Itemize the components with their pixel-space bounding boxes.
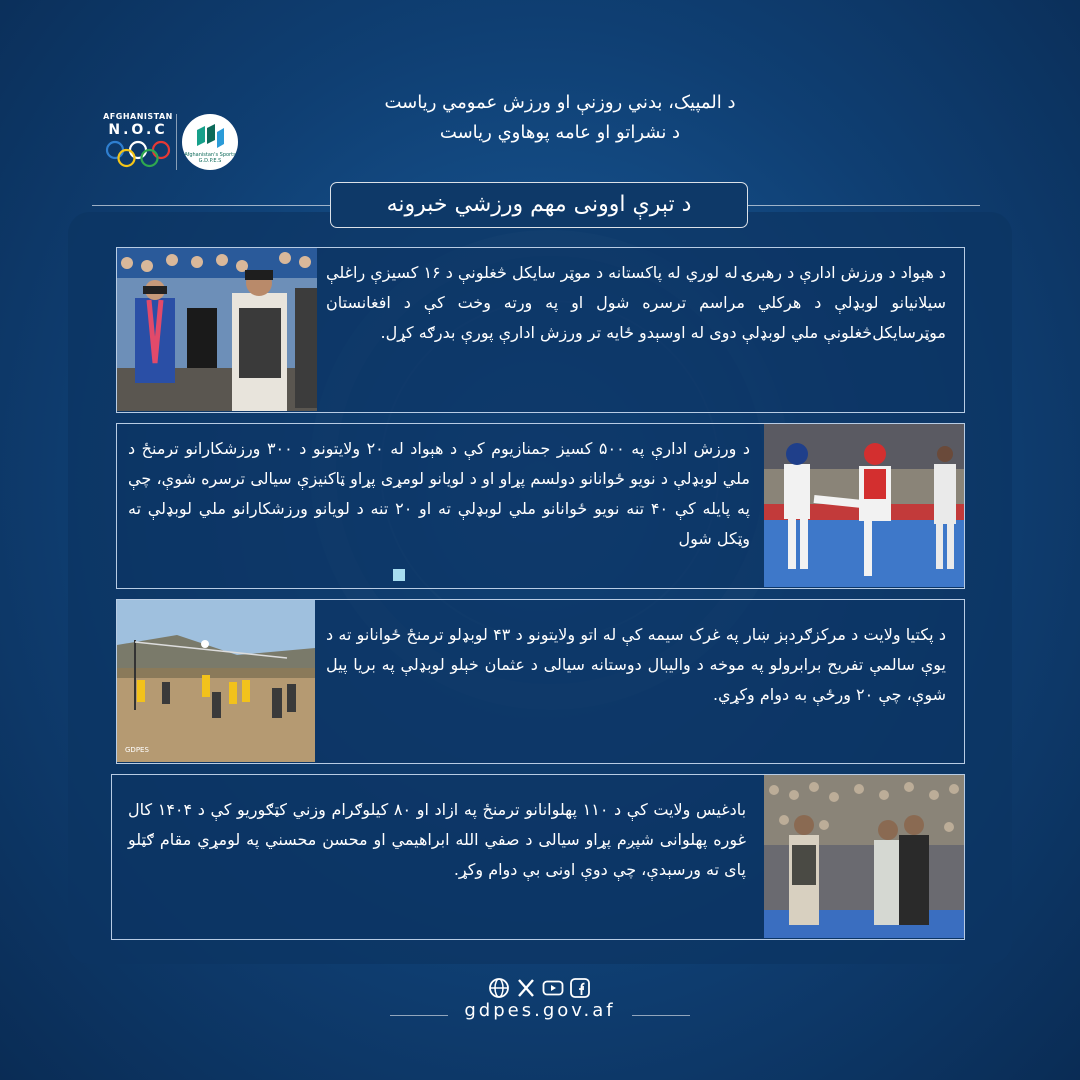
noc-country-label: AFGHANISTAN [103, 112, 173, 121]
x-icon[interactable] [515, 977, 537, 999]
title-rule-left [92, 205, 330, 206]
logo-divider [176, 114, 177, 170]
news-photo-4 [764, 775, 964, 938]
news-text-2: د ورزش ادارې په ۵۰۰ کسیز جمنازیوم کې د هېواد له ۲۰ ولایتونو د ۳۰۰ ورزشکارانو ترمنځ د ملي لوبډلې د نویو ځوانانو دولسم پړاو او د لویانو لومړی پړاو ټاکنیزې سیالی ترسره شوې، چې په پایله کې ۴۰ تنه نویو ځوانانو ملي لوبډلې ته او ۲۰ تنه د لویانو ورزشکارانو ملي لوبډلې ته وټکل شول [128, 439, 750, 548]
youtube-icon[interactable] [542, 977, 564, 999]
page-title: د تېرې اوونی مهم ورزشي خبرونه [330, 182, 748, 228]
title-rule-right [748, 205, 980, 206]
header-line-2: د نشراتو او عامه پوهاوي رياست [439, 122, 681, 143]
news-card-4 [111, 774, 965, 940]
news-card-3 [116, 599, 965, 764]
social-icons [488, 977, 591, 1001]
news-photo-2 [764, 424, 964, 587]
gdpes-emblem-icon [193, 122, 227, 152]
header-line-1: د المپیک، بدني روزنې او ورزش عمومي رياست [384, 92, 736, 113]
news-photo-1 [117, 248, 317, 411]
decorative-square [393, 569, 405, 581]
olympic-rings-icon [104, 140, 172, 168]
news-card-2 [116, 423, 965, 589]
photo-watermark: GDPES [125, 746, 149, 754]
noc-logo [102, 112, 174, 172]
news-text-4: بادغیس ولایت کې د ۱۱۰ پهلوانانو ترمنځ په ازاد او ۸۰ کیلوګرام وزني کټګوریو کې د ۱۴۰۴ کال غوره پهلوانی شپږم پړاو سیالی د صفي الله ابراهیمي او محسن محسني په لومړي مقام ګټلو پای ته ورسېدې، چې دوې اونی بې دوام وکړ. [128, 800, 747, 879]
footer-rule-right [632, 1015, 690, 1016]
gdpes-caption: Afghanistan's Sports G.D.P.E.S [184, 152, 236, 164]
website-link[interactable]: gdpes.gov.af [464, 1000, 616, 1021]
news-card-1 [116, 247, 965, 413]
globe-icon[interactable] [488, 977, 510, 999]
news-text-1: د هېواد د ورزش ادارې د رهبرۍ له لوري له پاکستانه د موټر سایکل څغلونې د ۱۶ کسیزې راغلې سیلانیانو لوبډلې د هرکلي مراسم ترسره شول او په ورته وخت کې د افغانستان موټرسایکل‌څغلونې ملي لوبډلې دوی له اوسېدو ځایه تر ورزش ادارې پورې بدرګه کړل. [326, 263, 946, 342]
gdpes-logo [182, 114, 238, 170]
news-photo-3 [117, 600, 315, 762]
noc-abbrev-label: N.O.C [108, 122, 168, 138]
news-text-3: د پکتیا ولایت د مرکزګردېز ښار په غرک سیمه کې له اتو ولایتونو د ۴۳ لوبډلو ترمنځ ځوانانو ته د یوې سالمې تفریح برابرولو په موخه د والیبال دوستانه سیالی د عثمان خېلو لوبډلې په بریا پیل شوې، چې ۲۰ ورځې به دوام وکړي. [326, 625, 946, 704]
facebook-icon[interactable] [569, 977, 591, 999]
header-text [300, 88, 820, 148]
